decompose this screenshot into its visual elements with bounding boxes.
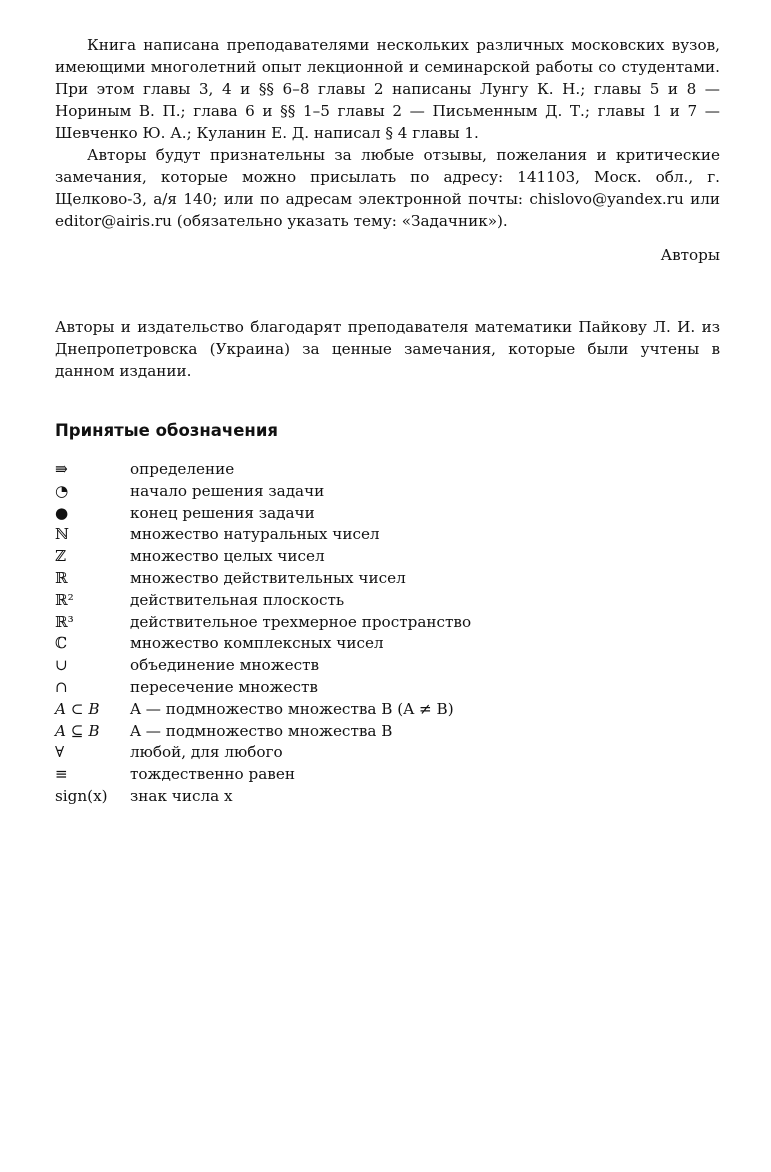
notation-meaning: действительная плоскость [130,590,345,609]
notation-symbol: A ⊂ B [55,699,100,718]
notation-symbol: ℝ² [55,590,74,609]
notations-title: Принятые обозначения [55,421,278,440]
notation-row [55,611,720,633]
notation-meaning: множество действительных чисел [130,568,406,587]
notation-meaning: конец решения задачи [130,503,315,522]
notation-row [55,480,720,502]
notation-meaning: начало решения задачи [130,481,325,500]
notation-row [55,741,720,763]
notation-meaning: множество натуральных чисел [130,525,380,544]
notations-list [55,458,720,807]
notation-row [55,589,720,611]
notation-symbol: ℝ [55,568,68,587]
notation-meaning: знак числа x [130,786,233,805]
notation-symbol: ℂ [55,634,68,653]
preface-signature: Авторы [660,246,720,264]
notation-symbol: A ⊆ B [55,721,100,740]
notation-symbol: ℤ [55,547,67,566]
notation-symbol: ∩ [55,677,68,696]
notation-row [55,785,720,807]
notation-symbol: ℝ³ [55,612,74,631]
notation-meaning: определение [130,460,235,478]
notation-symbol: ◔ [55,481,69,500]
notation-symbol: ≡ [55,765,68,784]
notation-row [55,458,720,480]
notation-meaning: A — подмножество множества B [130,721,393,740]
notation-meaning: множество комплексных чисел [130,634,384,653]
notation-meaning: множество целых чисел [130,547,325,566]
notation-row [55,698,720,720]
book-page [55,34,720,807]
notation-meaning: тождественно равен [130,765,295,784]
notation-meaning: A — подмножество множества B (A ≠ B) [130,699,454,718]
notation-symbol: ● [55,503,69,522]
preface-paragraph-2: Авторы будут признательны за любые отзывы, пожелания и критические замечания, которые можно присылать по адресу: 141103, Моск. обл., г. Щелково-3, а/я 140; или по адресам электронной почты: chislovo@yandex.ru или editor@airis.ru (обязательно указать тему: «Задачник»). [55,146,720,230]
notation-row [55,676,720,698]
notation-symbol: ⇛ [55,460,68,478]
notation-meaning: действительное трехмерное пространство [130,612,472,631]
notation-symbol: ∪ [55,656,68,675]
notation-row [55,763,720,785]
notation-symbol: sign(x) [55,786,108,805]
notation-row [55,567,720,589]
notation-symbol: ℕ [55,525,69,544]
notation-row [55,502,720,524]
notation-row [55,720,720,742]
notation-meaning: любой, для любого [130,743,283,762]
notation-row [55,632,720,654]
notation-row [55,654,720,676]
preface-paragraph-1: Книга написана преподавателями нескольких различных московских вузов, имеющими многолетний опыт лекционной и семинарской работы со студентами. При этом главы 3, 4 и §§ 6–8 главы 2 написаны Лунгу К. Н.; главы 5 и 8 — Нориным В. П.; глава 6 и §§ 1–5 главы 2 — Письменным Д. Т.; главы 1 и 7 — Шевченко Ю. А.; Куланин Е. Д. написал § 4 главы 1. [55,36,720,142]
notation-meaning: объединение множеств [130,656,320,675]
notation-meaning: пересечение множеств [130,677,318,696]
notation-row [55,545,720,567]
notation-row [55,523,720,545]
acknowledgement-paragraph: Авторы и издательство благодарят преподавателя математики Пайкову Л. И. из Днепропетровска (Украина) за ценные замечания, которые были учтены в данном издании. [55,318,720,380]
notation-symbol: ∀ [55,743,65,762]
